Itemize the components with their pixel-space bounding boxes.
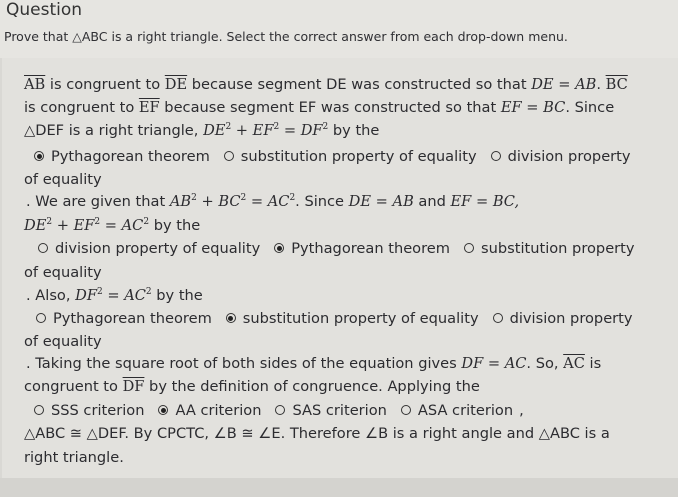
- dropdown-4-option[interactable]: SAS criterion: [275, 402, 386, 419]
- dropdown-3-wrap: of equality: [24, 333, 102, 350]
- dropdown-4-option[interactable]: AA criterion: [158, 402, 261, 419]
- segment-df: $\overline{DF}$: [122, 378, 145, 395]
- radio-icon[interactable]: [34, 405, 44, 415]
- dropdown-3-option[interactable]: division property: [493, 310, 633, 327]
- radio-icon[interactable]: [493, 313, 503, 323]
- dropdown-1[interactable]: [34, 148, 645, 165]
- proof-line-11: congruent to $\overline{DF}$ by the definition of congruence. Applying the: [24, 378, 480, 395]
- dropdown-3-option[interactable]: Pythagorean theorem: [36, 310, 212, 327]
- radio-selected-icon[interactable]: [34, 151, 44, 161]
- dropdown-3-option[interactable]: substitution property of equality: [226, 310, 479, 327]
- dropdown-4-option[interactable]: SSS criterion: [34, 402, 144, 419]
- question-title: Question: [6, 0, 83, 20]
- dropdown-2-option[interactable]: Pythagorean theorem: [274, 240, 450, 257]
- proof-line-2: is congruent to $\overline{EF}$ because segment EF was constructed so that EF = BC. Since: [24, 99, 615, 116]
- proof-card: [2, 58, 678, 478]
- radio-icon[interactable]: [464, 243, 474, 253]
- dropdown-2-option[interactable]: substitution property: [464, 240, 635, 257]
- proof-line-14: right triangle.: [24, 449, 124, 466]
- dropdown-1-option[interactable]: division property: [491, 148, 631, 165]
- radio-icon[interactable]: [401, 405, 411, 415]
- dropdown-4-option[interactable]: ASA criterion: [401, 402, 513, 419]
- radio-icon[interactable]: [38, 243, 48, 253]
- proof-line-8: . Also, $DF^2 = AC^2$ by the: [26, 287, 203, 304]
- dropdown-1-wrap: of equality: [24, 171, 102, 188]
- radio-icon[interactable]: [491, 151, 501, 161]
- proof-line-10: . Taking the square root of both sides of the equation gives DF = AC. So, $\overline{AC}$ is: [26, 355, 602, 372]
- proof-line-3: △DEF is a right triangle, $DE^2 + EF^2 = DF^2$ by the: [24, 122, 380, 139]
- dropdown-2[interactable]: [38, 240, 649, 257]
- proof-line-5: . We are given that $AB^2 + BC^2 = AC^2$. Since DE = AB and EF = BC,: [26, 193, 520, 210]
- segment-ac: $\overline{AC}$: [563, 355, 585, 372]
- question-prompt: Prove that △ABC is a right triangle. Select the correct answer from each drop-down menu.: [4, 29, 568, 44]
- segment-bc: $\overline{BC}$: [605, 76, 628, 93]
- proof-line-6: $DE^2 + EF^2 = AC^2$ by the: [24, 217, 201, 234]
- dropdown-1-option[interactable]: Pythagorean theorem: [34, 148, 210, 165]
- segment-ab: $\overline{AB}$: [24, 76, 46, 93]
- dropdown-2-wrap: of equality: [24, 264, 102, 281]
- bottom-strip: [0, 478, 678, 497]
- radio-selected-icon[interactable]: [158, 405, 168, 415]
- dropdown-1-option[interactable]: substitution property of equality: [224, 148, 477, 165]
- segment-de: $\overline{DE}$: [164, 76, 188, 93]
- radio-icon[interactable]: [36, 313, 46, 323]
- radio-icon[interactable]: [275, 405, 285, 415]
- radio-icon[interactable]: [224, 151, 234, 161]
- dropdown-4[interactable]: SSS criterion AA criterion SAS criterion ASA criterion ,: [34, 402, 524, 419]
- proof-line-1: $\overline{AB}$ is congruent to $\overline{DE}$ because segment DE was constructed so that DE = AB. $\overline{BC}$: [24, 76, 628, 93]
- segment-ef: $\overline{EF}$: [138, 99, 160, 116]
- radio-selected-icon[interactable]: [226, 313, 236, 323]
- radio-selected-icon[interactable]: [274, 243, 284, 253]
- dropdown-2-option[interactable]: division property of equality: [38, 240, 260, 257]
- question-header: [0, 0, 678, 58]
- proof-line-13: △ABC ≅ △DEF. By CPCTC, ∠B ≅ ∠E. Therefore ∠B is a right angle and △ABC is a: [24, 425, 610, 442]
- dropdown-3[interactable]: [36, 310, 647, 327]
